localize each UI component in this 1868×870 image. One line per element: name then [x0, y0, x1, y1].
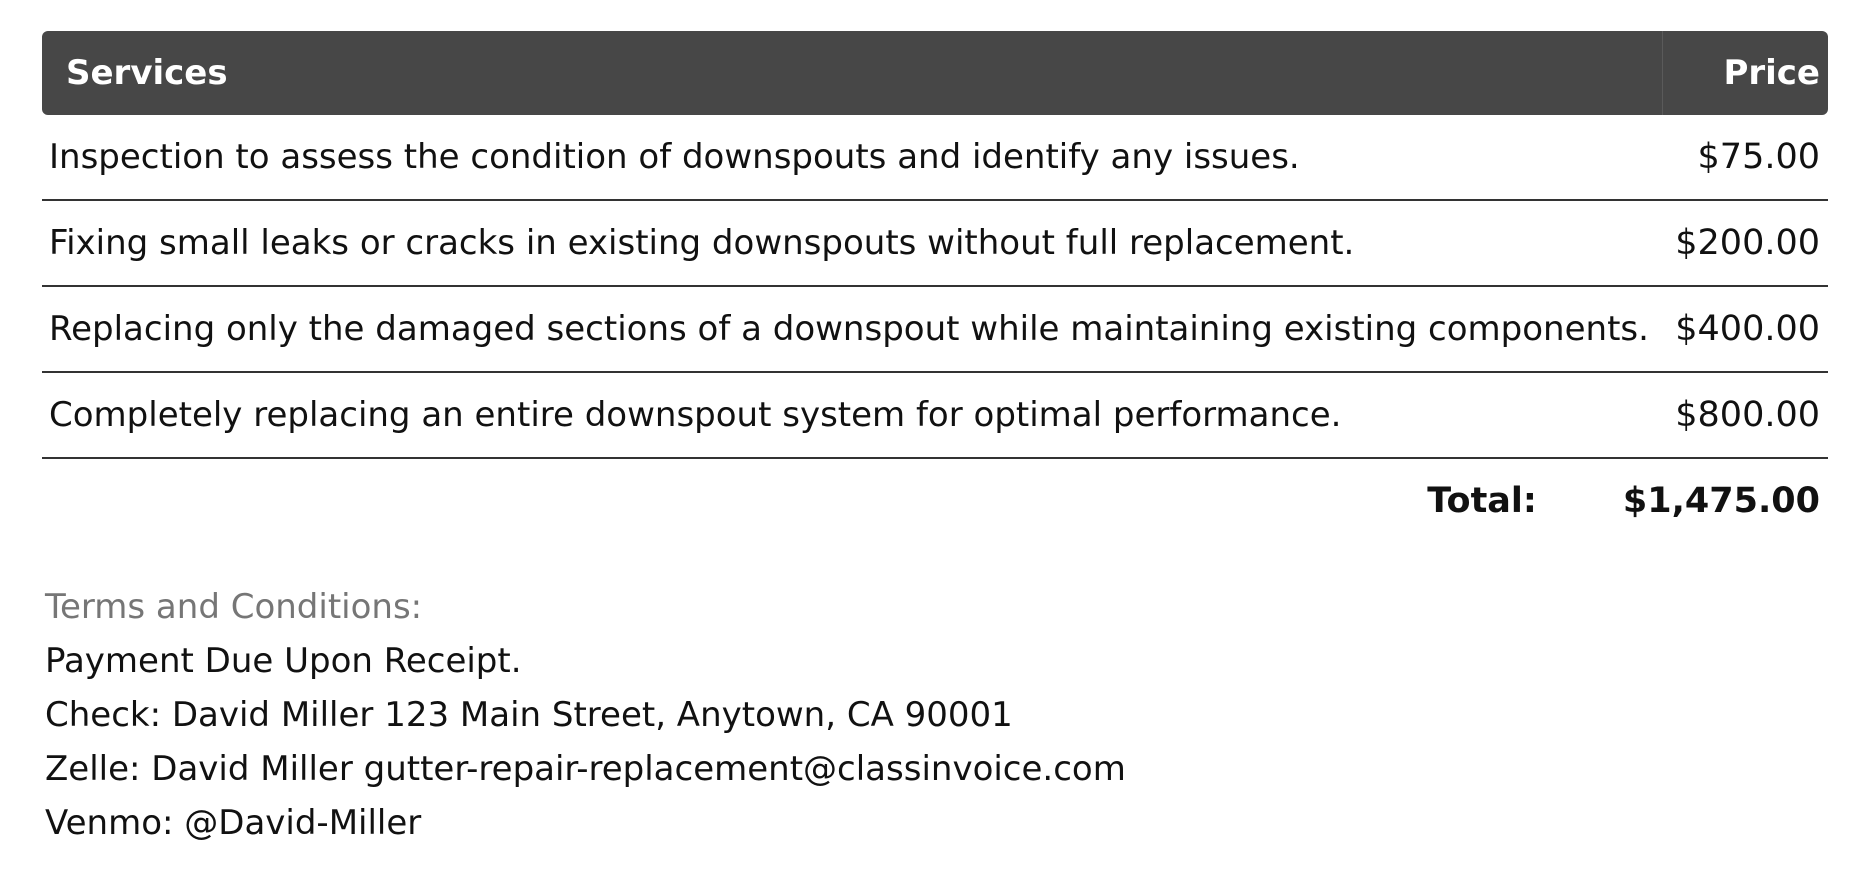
service-price: $800.00 — [1675, 395, 1820, 435]
services-column-header: Services — [66, 53, 228, 93]
service-price: $75.00 — [1697, 137, 1820, 177]
table-row — [42, 373, 1828, 459]
table-header — [42, 31, 1828, 115]
total-row — [42, 459, 1828, 543]
total-value: $1,475.00 — [1622, 481, 1820, 521]
service-description: Completely replacing an entire downspout system for optimal performance. — [49, 395, 1342, 435]
service-price: $200.00 — [1675, 223, 1820, 263]
check-payment-line: Check: David Miller 123 Main Street, Anytown, CA 90001 — [45, 695, 1013, 735]
service-description: Inspection to assess the condition of downspouts and identify any issues. — [49, 137, 1300, 177]
service-description: Fixing small leaks or cracks in existing downspouts without full replacement. — [49, 223, 1355, 263]
venmo-payment-line: Venmo: @David-Miller — [45, 803, 422, 843]
services-table — [42, 31, 1828, 543]
service-price: $400.00 — [1675, 309, 1820, 349]
table-row — [42, 115, 1828, 201]
table-row — [42, 287, 1828, 373]
terms-and-conditions — [45, 580, 1245, 850]
payment-terms-line: Payment Due Upon Receipt. — [45, 641, 522, 681]
header-divider — [1662, 31, 1663, 115]
service-description: Replacing only the damaged sections of a downspout while maintaining existing components. — [49, 309, 1649, 349]
table-row — [42, 201, 1828, 287]
zelle-payment-line: Zelle: David Miller gutter-repair-replacement@classinvoice.com — [45, 749, 1126, 789]
price-column-header: Price — [1723, 53, 1820, 93]
total-label: Total: — [1427, 481, 1537, 521]
terms-title: Terms and Conditions: — [45, 587, 423, 627]
